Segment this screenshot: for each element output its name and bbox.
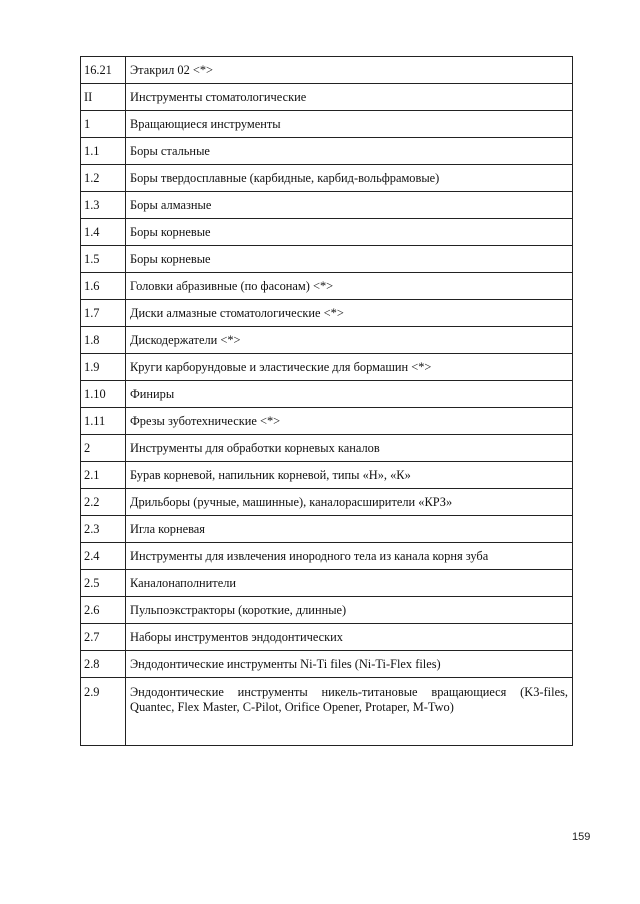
table-row: [81, 381, 573, 408]
table-body: [81, 57, 573, 746]
row-text: Дрильборы (ручные, машинные), каналорасширители «КРЗ»: [126, 489, 573, 516]
row-number: 16.21: [81, 57, 126, 84]
row-text: Боры корневые: [126, 219, 573, 246]
row-text: Эндодонтические инструменты Ni-Ti files (Ni-Ti-Flex files): [126, 651, 573, 678]
table-row: [81, 435, 573, 462]
row-text: Инструменты для обработки корневых каналов: [126, 435, 573, 462]
row-text: Игла корневая: [126, 516, 573, 543]
row-text: Каналонаполнители: [126, 570, 573, 597]
row-text: Бурав корневой, напильник корневой, типы «Н», «К»: [126, 462, 573, 489]
page-number: 159: [572, 831, 591, 843]
row-text: Инструменты для извлечения инородного тела из канала корня зуба: [126, 543, 573, 570]
table-row: [81, 354, 573, 381]
row-number: 2.7: [81, 624, 126, 651]
row-number: 2.3: [81, 516, 126, 543]
row-number: 1.5: [81, 246, 126, 273]
row-text: Боры корневые: [126, 246, 573, 273]
row-number: 2.2: [81, 489, 126, 516]
row-text: Вращающиеся инструменты: [126, 111, 573, 138]
row-number: 2.8: [81, 651, 126, 678]
table-row: [81, 462, 573, 489]
table-row: [81, 165, 573, 192]
row-number: 1.11: [81, 408, 126, 435]
table-row: [81, 651, 573, 678]
table-row: [81, 192, 573, 219]
table-row: [81, 111, 573, 138]
row-number: 2.5: [81, 570, 126, 597]
row-number: 1.3: [81, 192, 126, 219]
row-text: Инструменты стоматологические: [126, 84, 573, 111]
row-text: Финиры: [126, 381, 573, 408]
row-text: Эндодонтические инструменты никель-титановые вращающиеся (K3-files, Quantec, Flex Master, C-Pilot, Orifice Opener, Protaper, M-Two): [126, 678, 573, 746]
table-row: [81, 138, 573, 165]
row-number: 1.7: [81, 300, 126, 327]
row-text: Диски алмазные стоматологические <*>: [126, 300, 573, 327]
table-row: [81, 327, 573, 354]
row-text: Этакрил 02 <*>: [126, 57, 573, 84]
row-number: II: [81, 84, 126, 111]
row-number: 1.10: [81, 381, 126, 408]
table-row: [81, 300, 573, 327]
instruments-table: [80, 56, 573, 746]
row-number: 1.1: [81, 138, 126, 165]
table-row: [81, 624, 573, 651]
row-number: 1.6: [81, 273, 126, 300]
table-row: [81, 678, 573, 746]
table-row: [81, 489, 573, 516]
table-row: [81, 84, 573, 111]
table-row: [81, 246, 573, 273]
row-text: Головки абразивные (по фасонам) <*>: [126, 273, 573, 300]
row-text: Боры стальные: [126, 138, 573, 165]
row-text: Фрезы зуботехнические <*>: [126, 408, 573, 435]
row-text: Круги карборундовые и эластические для бормашин <*>: [126, 354, 573, 381]
row-text: Дискодержатели <*>: [126, 327, 573, 354]
row-number: 1.2: [81, 165, 126, 192]
table-row: [81, 543, 573, 570]
table-row: [81, 570, 573, 597]
table-row: [81, 516, 573, 543]
row-number: 1.8: [81, 327, 126, 354]
row-number: 2.1: [81, 462, 126, 489]
row-number: 1: [81, 111, 126, 138]
row-text: Наборы инструментов эндодонтических: [126, 624, 573, 651]
row-number: 2.6: [81, 597, 126, 624]
row-number: 2.9: [81, 678, 126, 746]
table-row: [81, 219, 573, 246]
row-number: 1.4: [81, 219, 126, 246]
table-row: [81, 273, 573, 300]
table-row: [81, 57, 573, 84]
row-number: 2: [81, 435, 126, 462]
row-text: Боры алмазные: [126, 192, 573, 219]
row-text: Пульпоэкстракторы (короткие, длинные): [126, 597, 573, 624]
row-number: 2.4: [81, 543, 126, 570]
table-row: [81, 408, 573, 435]
table-row: [81, 597, 573, 624]
row-number: 1.9: [81, 354, 126, 381]
row-text: Боры твердосплавные (карбидные, карбид-вольфрамовые): [126, 165, 573, 192]
